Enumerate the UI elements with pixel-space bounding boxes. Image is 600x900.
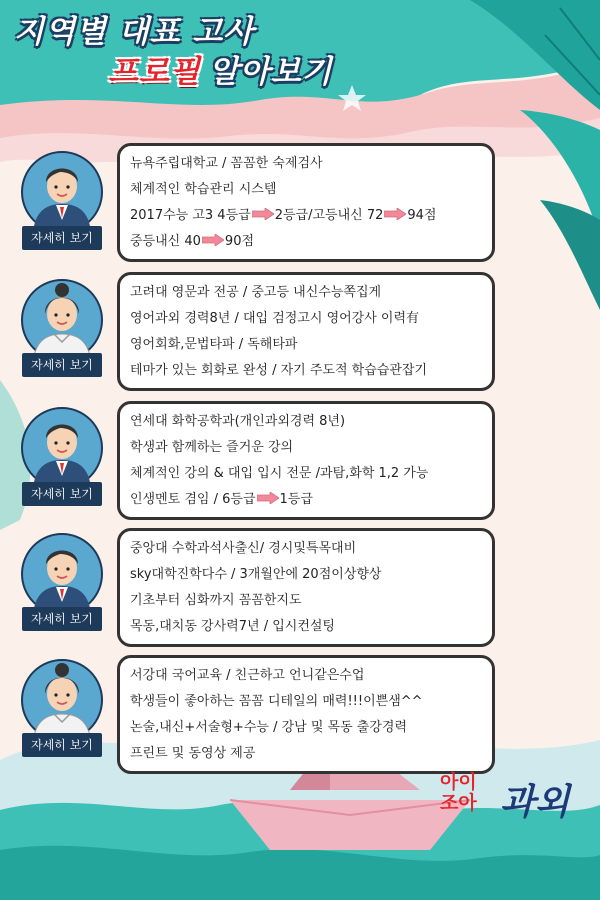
- brand-big-text: 과외: [500, 782, 570, 823]
- profile-text: 학생들이 좋아하는 꼼꼼 디테일의 매력!!!이쁜샘^^: [130, 694, 423, 709]
- profile-text: 고려대 영문과 전공 / 중고등 내신수능쪽집게: [130, 285, 382, 300]
- profile-text: 90점: [224, 234, 255, 249]
- view-detail-button[interactable]: 자세히 보기: [22, 733, 102, 757]
- profile-line: [130, 741, 482, 767]
- title-line-1: 지역별 대표 고사: [14, 14, 255, 50]
- title-highlight: 프로필: [108, 54, 201, 90]
- profile-line: [130, 562, 482, 588]
- female-teacher-avatar-icon: [20, 658, 104, 742]
- female-teacher-avatar-icon: [20, 278, 104, 362]
- male-teacher-avatar-icon: [20, 406, 104, 490]
- profile-text: 기초부터 심화까지 꼼꼼한지도: [130, 593, 302, 608]
- profile-line: [130, 280, 482, 306]
- profile-text: 체계적인 학습관리 시스템: [130, 182, 277, 197]
- title-rest: 알아보기: [208, 54, 333, 90]
- profile-text: 영어과외 경력8년 / 대입 검정고시 영어강사 이력有: [130, 311, 420, 326]
- arrow-right-icon: [202, 234, 224, 246]
- profile-line: [130, 229, 482, 255]
- profile-text: 프린트 및 동영상 제공: [130, 746, 256, 761]
- profile-line: [130, 487, 482, 513]
- profile-text: 체계적인 강의 & 대입 입시 전문 /과탐,화학 1,2 가능: [130, 466, 429, 481]
- arrow-right-icon: [384, 208, 406, 220]
- profile-line: [130, 461, 482, 487]
- view-detail-button[interactable]: 자세히 보기: [22, 607, 102, 631]
- profile-line: [130, 358, 482, 384]
- profile-text: 뉴욕주립대학교 / 꼼꼼한 숙제검사: [130, 156, 323, 171]
- profile-text: 중앙대 수학과석사출신/ 경시및특목대비: [130, 541, 357, 556]
- teacher-profile-card: [117, 528, 495, 647]
- profile-line: [130, 177, 482, 203]
- teacher-profile-card: [117, 401, 495, 520]
- profile-line: [130, 306, 482, 332]
- view-detail-button[interactable]: 자세히 보기: [22, 353, 102, 377]
- profile-text: 서강대 국어교육 / 친근하고 언니같은수업: [130, 668, 365, 683]
- male-teacher-avatar-icon: [20, 532, 104, 616]
- profile-text: 학생과 함께하는 즐거운 강의: [130, 440, 294, 455]
- profile-text: 중등내신 40: [130, 234, 201, 249]
- profile-line: [130, 689, 482, 715]
- profile-line: [130, 151, 482, 177]
- profile-text: 인생멘토 겸임 / 6등급: [130, 492, 256, 507]
- profile-line: [130, 203, 482, 229]
- title-line-2: [108, 46, 333, 91]
- profile-line: [130, 588, 482, 614]
- view-detail-button[interactable]: 자세히 보기: [22, 226, 102, 250]
- view-detail-button[interactable]: 자세히 보기: [22, 482, 102, 506]
- profile-text: 목동,대치동 강사력7년 / 입시컨설팅: [130, 619, 335, 634]
- profile-line: [130, 715, 482, 741]
- profile-text: 테마가 있는 회화로 완성 / 자기 주도적 학습습관잡기: [130, 363, 428, 378]
- profile-text: 2등급/고등내신 72: [274, 208, 384, 223]
- teacher-profile-card: [117, 272, 495, 391]
- profile-text: 영어회화,문법타파 / 독해타파: [130, 337, 298, 352]
- profile-text: 연세대 화학공학과(개인과외경력 8년): [130, 414, 346, 429]
- profile-line: [130, 614, 482, 640]
- profile-line: [130, 536, 482, 562]
- profile-text: 2017수능 고3 4등급: [130, 208, 251, 223]
- profile-text: sky대학진학다수 / 3개월안에 20점이상향상: [130, 567, 382, 582]
- arrow-right-icon: [252, 208, 274, 220]
- teacher-profile-card: [117, 143, 495, 262]
- profile-line: [130, 663, 482, 689]
- profile-line: [130, 409, 482, 435]
- brand-small-line-1: 아이: [440, 771, 477, 793]
- brand-small-text: [440, 772, 490, 814]
- arrow-right-icon: [257, 492, 279, 504]
- teacher-profile-card: [117, 655, 495, 774]
- profile-text: 94점: [407, 208, 437, 223]
- profile-line: [130, 332, 482, 358]
- profile-text: 1등급: [279, 492, 313, 507]
- profile-line: [130, 435, 482, 461]
- profile-text: 논술,내신+서술형+수능 / 강남 및 목동 출강경력: [130, 720, 408, 735]
- male-teacher-avatar-icon: [20, 150, 104, 234]
- brand-small-line-2: 조아: [440, 792, 477, 814]
